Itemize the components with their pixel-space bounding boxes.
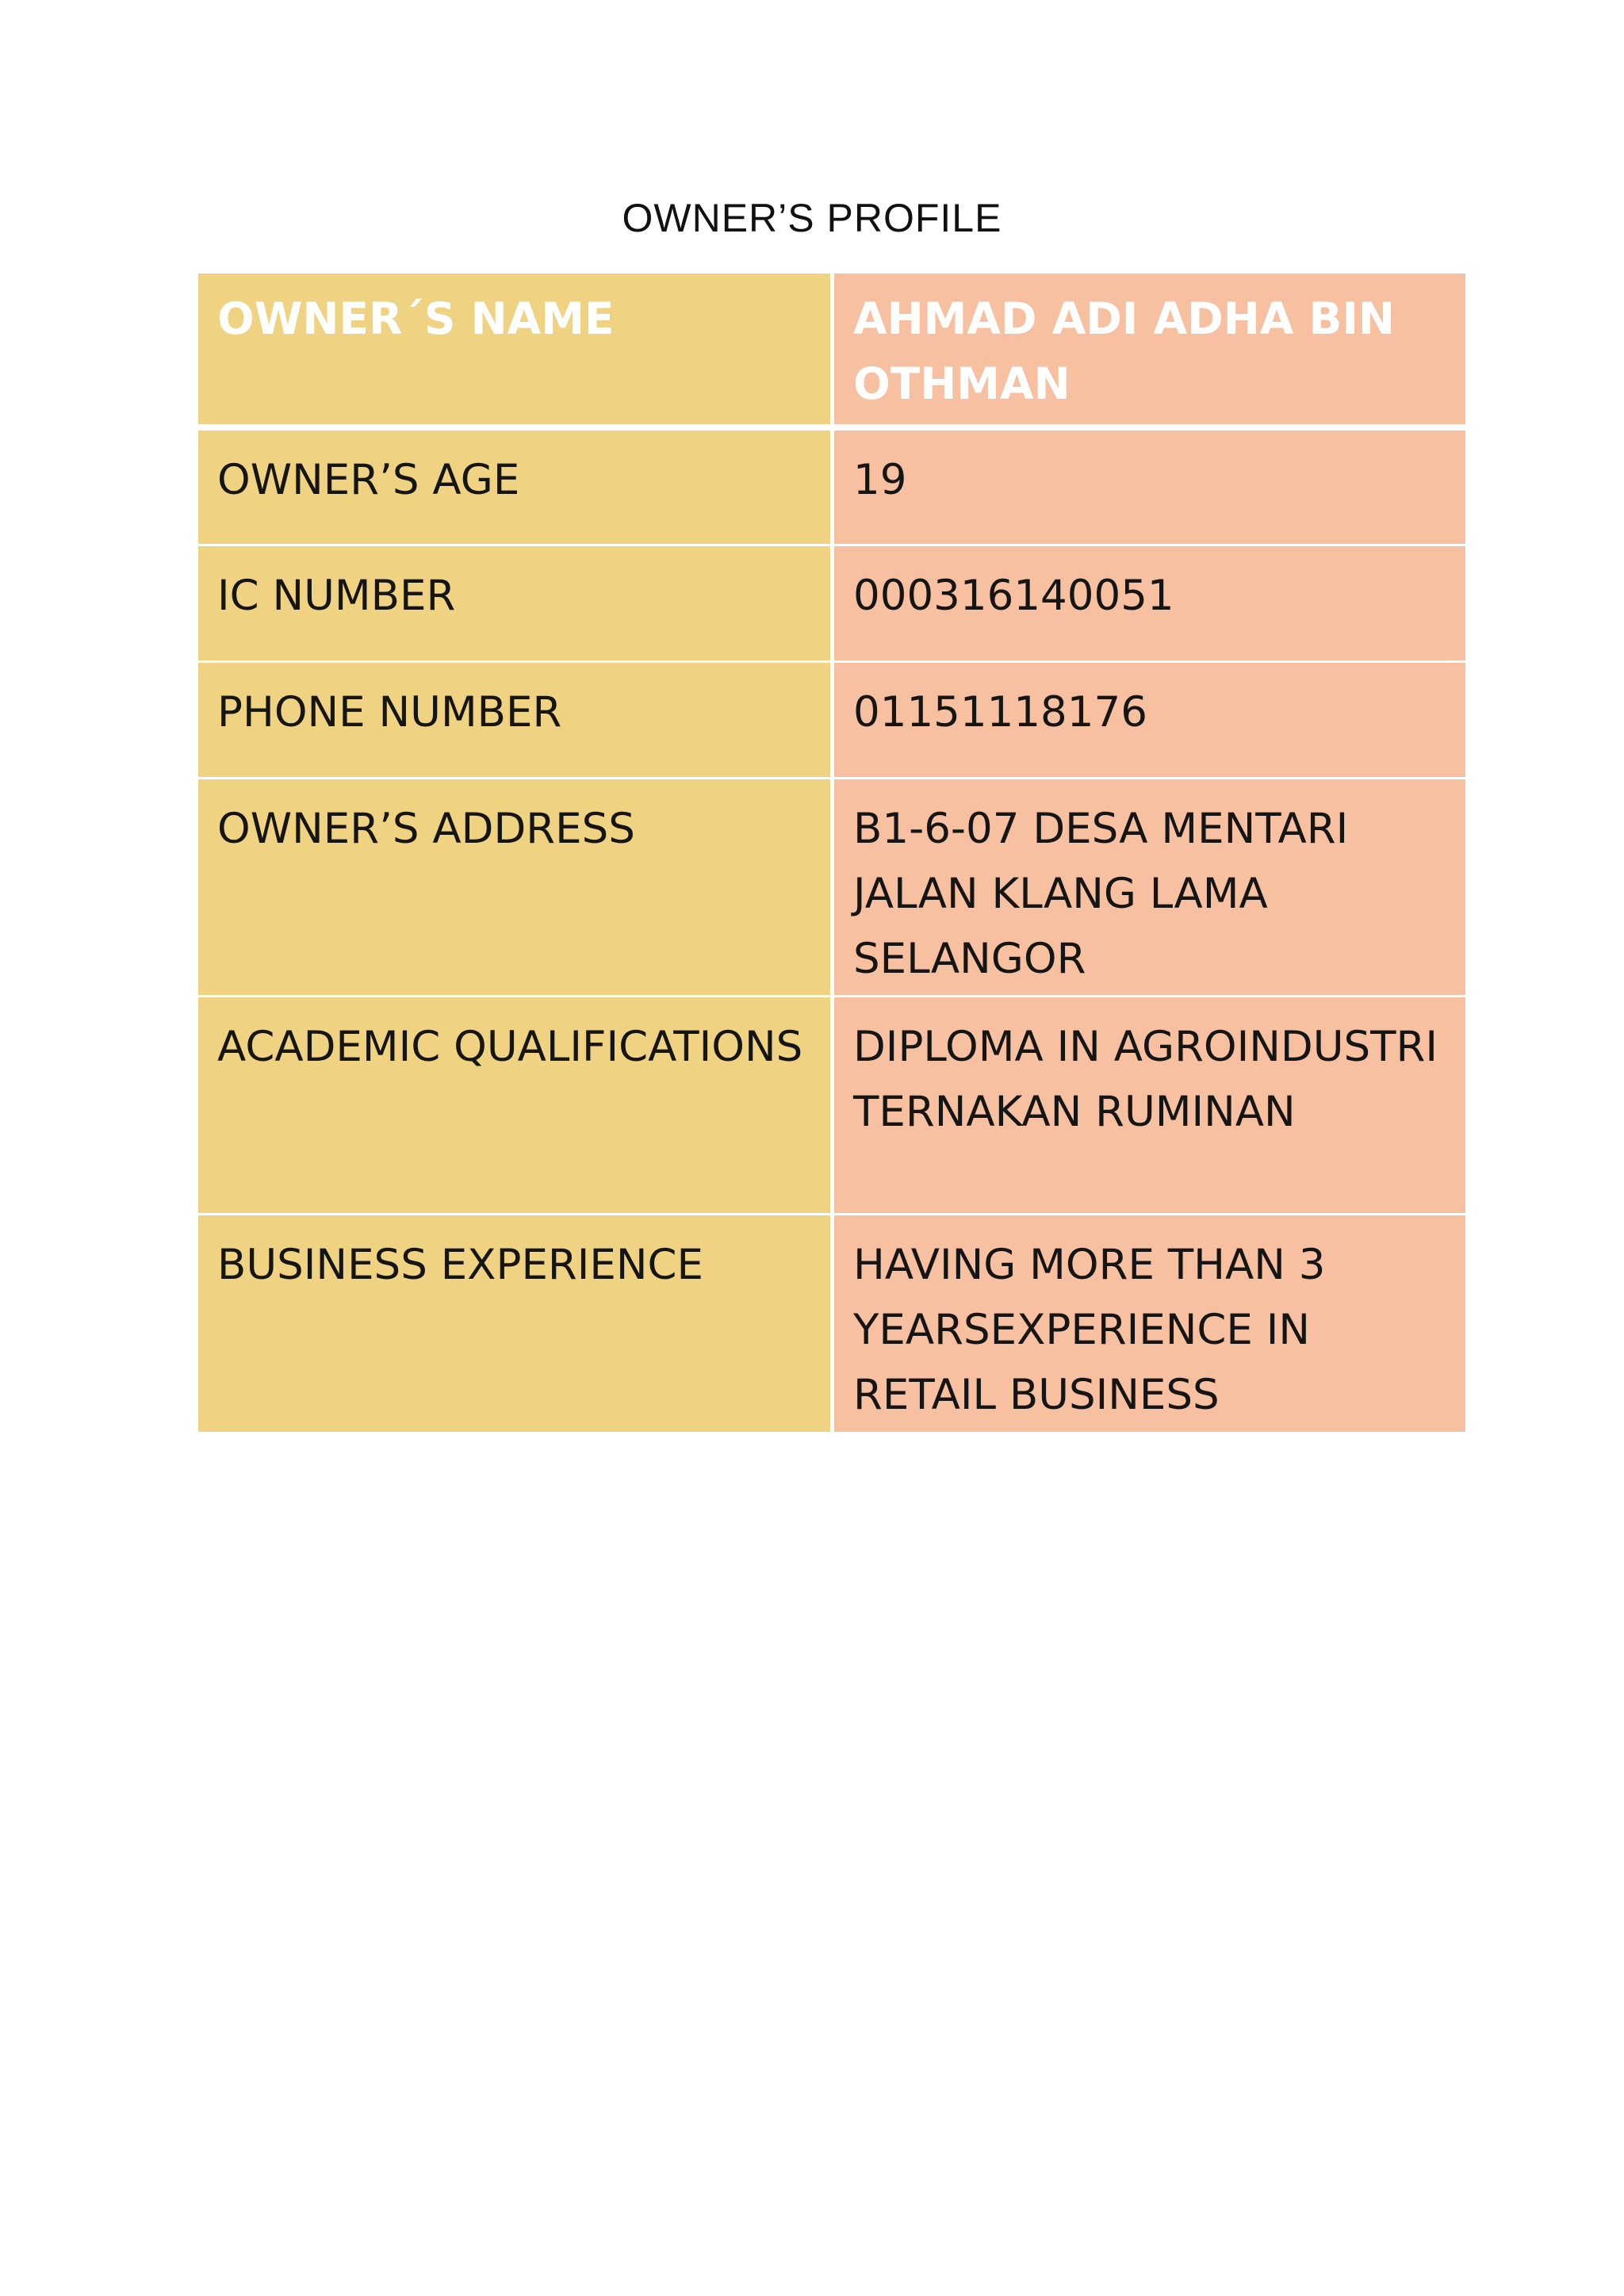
table-row (198, 996, 1465, 1214)
owner-profile-table (198, 274, 1465, 1432)
owner-age-value: 19 (834, 429, 1465, 545)
phone-number-label: PHONE NUMBER (198, 661, 830, 778)
owner-age-label: OWNER’S AGE (198, 429, 830, 545)
table-row (198, 661, 1465, 778)
owner-name-value: AHMAD ADI ADHA BIN OTHMAN (834, 274, 1465, 424)
business-experience-label: BUSINESS EXPERIENCE (198, 1214, 830, 1432)
table-header-row (198, 274, 1465, 424)
ic-number-label: IC NUMBER (198, 545, 830, 661)
ic-number-value: 000316140051 (834, 545, 1465, 661)
academic-qualifications-label: ACADEMIC QUALIFICATIONS (198, 996, 830, 1214)
table-row (198, 778, 1465, 996)
owner-address-value: B1-6-07 DESA MENTARI JALAN KLANG LAMA SELANGOR (834, 778, 1465, 996)
table-row (198, 545, 1465, 661)
table-row (198, 429, 1465, 545)
owner-name-label: OWNER´S NAME (198, 274, 830, 424)
page-title: OWNER’S PROFILE (622, 196, 1002, 240)
phone-number-value: 01151118176 (834, 661, 1465, 778)
academic-qualifications-value: DIPLOMA IN AGROINDUSTRI TERNAKAN RUMINAN (834, 996, 1465, 1214)
business-experience-value: HAVING MORE THAN 3 YEARSEXPERIENCE IN RETAIL BUSINESS (834, 1214, 1465, 1432)
table-row (198, 1214, 1465, 1432)
owner-address-label: OWNER’S ADDRESS (198, 778, 830, 996)
